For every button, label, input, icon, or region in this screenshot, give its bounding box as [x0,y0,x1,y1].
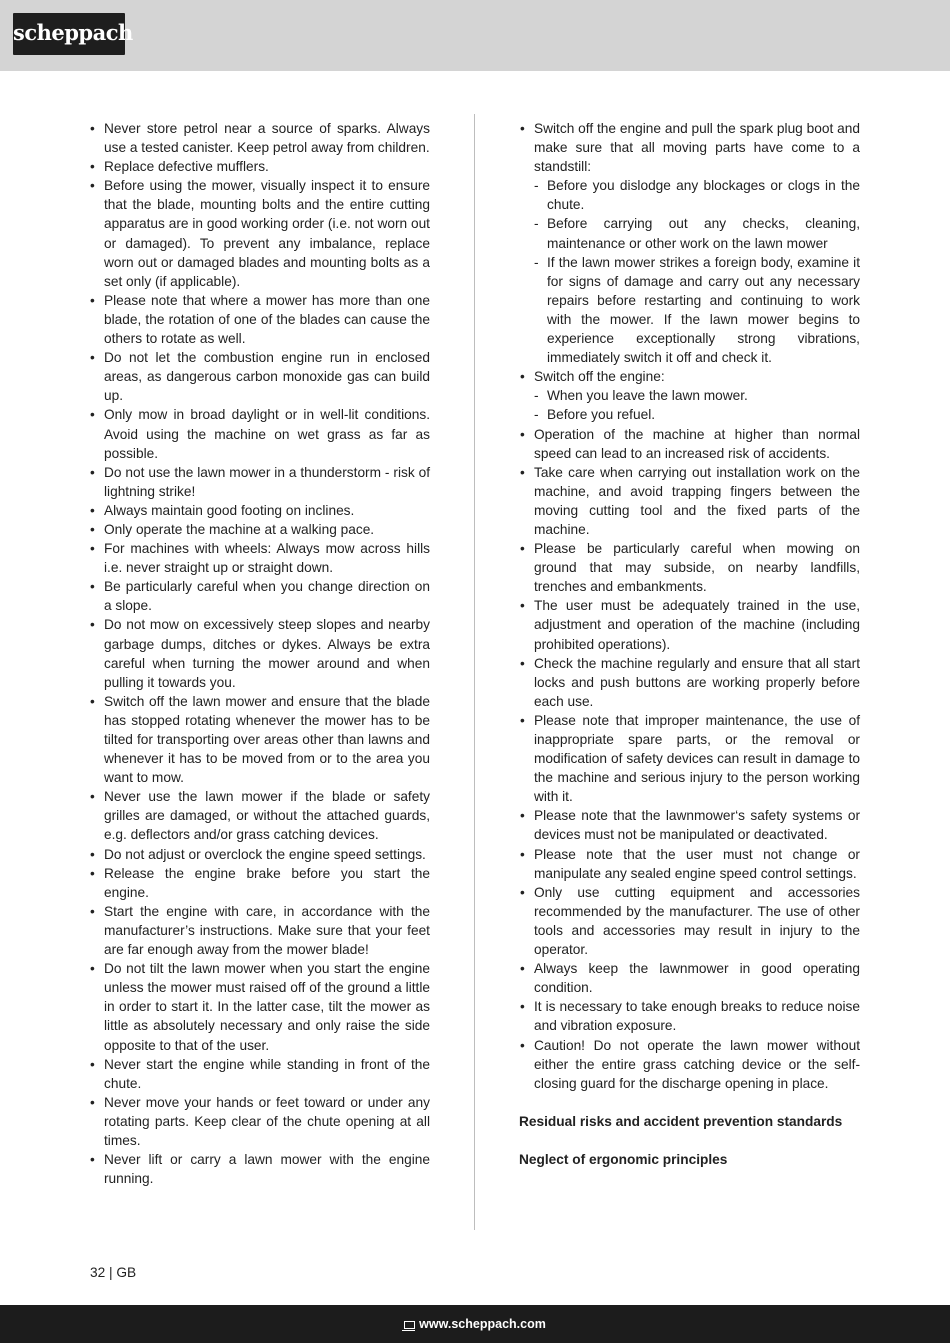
dash-list-item: - Before you refuel. [519,405,860,424]
bullet-list-item: • The user must be adequately trained in the use, adjustment and operation of the machine (including prohibited operations). [519,596,860,653]
bullet-list-item: • Replace defective mufflers. [89,157,430,176]
bullet-list-item: • Please be particularly careful when mowing on ground that may subside, on nearby landfills, trenches and embankments. [519,539,860,596]
right-column [519,119,860,1169]
bullet-list-item: • Only mow in broad daylight or in well-lit conditions. Avoid using the machine on wet grass as far as possible. [89,405,430,462]
bullet-list-item: • Caution! Do not operate the lawn mower without either the entire grass catching device or the self-closing guard for the discharge opening in place. [519,1036,860,1093]
bullet-list-item: • Operation of the machine at higher than normal speed can lead to an increased risk of accidents. [519,425,860,463]
website-link[interactable]: www.scheppach.com [419,1317,546,1331]
bullet-list-item: • Check the machine regularly and ensure that all start locks and push buttons are working properly before each use. [519,654,860,711]
bullet-list-item: • For machines with wheels: Always mow across hills i.e. never straight up or straight down. [89,539,430,577]
laptop-icon [404,1321,415,1329]
bullet-list-item: • Switch off the lawn mower and ensure that the blade has stopped rotating whenever the mower has to be tilted for transporting over areas other than lawns and whenever it has to be moved from or to the area you want to mow. [89,692,430,787]
bullet-list-item: • Never lift or carry a lawn mower with the engine running. [89,1150,430,1188]
bullet-list-item: • Be particularly careful when you change direction on a slope. [89,577,430,615]
bullet-list-item: • Before using the mower, visually inspect it to ensure that the blade, mounting bolts and the entire cutting apparatus are in good working order (i.e. not worn out or damaged). To prevent any imbalance, replace worn out or damaged blades and mounting bolts as a set only (if applicable). [89,176,430,291]
page-header [0,0,950,71]
page-language: GB [116,1265,137,1280]
bullet-list-item: • Do not tilt the lawn mower when you start the engine unless the mower must raised off of the ground a little in order to start it. In the latter case, tilt the mower as little as absolutely necessary and only raise the side opposite to that of the user. [89,959,430,1054]
bullet-list-item: • Please note that the lawnmower‘s safety systems or devices must not be manipulated or deactivated. [519,806,860,844]
bullet-list-item: • Please note that improper maintenance, the use of inappropriate spare parts, or the removal or modification of safety devices can result in damage to the machine and serious injury to the person working with it. [519,711,860,806]
bullet-list-item: • Always maintain good footing on inclines. [89,501,430,520]
dash-list-item: - If the lawn mower strikes a foreign body, examine it for signs of damage and carry out any necessary repairs before restarting and continuing to work with the mower. If the lawn mower begins to experience exceptionally strong vibrations, immediately switch it off and check it. [519,253,860,368]
section-heading: Neglect of ergonomic principles [519,1152,728,1168]
column-divider [474,114,475,1230]
spacer [519,1093,860,1112]
bullet-list-item: • Never start the engine while standing in front of the chute. [89,1055,430,1093]
bullet-list-item: • Switch off the engine: [519,367,860,386]
bullet-list-item: • Never move your hands or feet toward or under any rotating parts. Keep clear of the chute opening at all times. [89,1093,430,1150]
bullet-list-item: • Do not let the combustion engine run in enclosed areas, as dangerous carbon monoxide gas can build up. [89,348,430,405]
bullet-list-item: • Never use the lawn mower if the blade or safety grilles are damaged, or without the attached guards, e.g. deflectors and/or grass catching devices. [89,787,430,844]
section-heading: Residual risks and accident prevention standards [519,1113,843,1129]
bullet-list-item: • Do not adjust or overclock the engine speed settings. [89,845,430,864]
bullet-list-item: • It is necessary to take enough breaks to reduce noise and vibration exposure. [519,997,860,1035]
dash-list-item: - Before you dislodge any blockages or clogs in the chute. [519,176,860,214]
bullet-list-item: • Start the engine with care, in accordance with the manufacturer’s instructions. Make sure that your feet are far enough away from the mower blade! [89,902,430,959]
bullet-list-item: • Take care when carrying out installation work on the machine, and avoid trapping fingers between the moving cutting tool and the fixed parts of the machine. [519,463,860,539]
bullet-list-item: • Only use cutting equipment and accessories recommended by the manufacturer. The use of other tools and accessories may result in injury to the operator. [519,883,860,959]
left-column [89,119,430,1188]
page-number: 32 | GB [90,1265,137,1280]
bullet-list-item: • Please note that the user must not change or manipulate any sealed engine speed control settings. [519,845,860,883]
dash-list-item: - Before carrying out any checks, cleaning, maintenance or other work on the lawn mower [519,214,860,252]
bullet-list-item: • Release the engine brake before you start the engine. [89,864,430,902]
page-number-value: 32 [90,1265,106,1280]
brand-logo: scheppach [13,13,125,55]
bullet-list-item: • Switch off the engine and pull the spark plug boot and make sure that all moving parts have come to a standstill: [519,119,860,176]
bullet-list-item: • Do not use the lawn mower in a thunderstorm - risk of lightning strike! [89,463,430,501]
spacer [519,1131,860,1150]
bullet-list-item: • Always keep the lawnmower in good operating condition. [519,959,860,997]
dash-list-item: - When you leave the lawn mower. [519,386,860,405]
page-footer [0,1305,950,1343]
bullet-list-item: • Only operate the machine at a walking pace. [89,520,430,539]
bullet-list-item: • Please note that where a mower has more than one blade, the rotation of one of the blades can cause the others to rotate as well. [89,291,430,348]
bullet-list-item: • Do not mow on excessively steep slopes and nearby garbage dumps, ditches or dykes. Always be extra careful when turning the mower around and when pulling it towards you. [89,615,430,691]
bullet-list-item: • Never store petrol near a source of sparks. Always use a tested canister. Keep petrol away from children. [89,119,430,157]
